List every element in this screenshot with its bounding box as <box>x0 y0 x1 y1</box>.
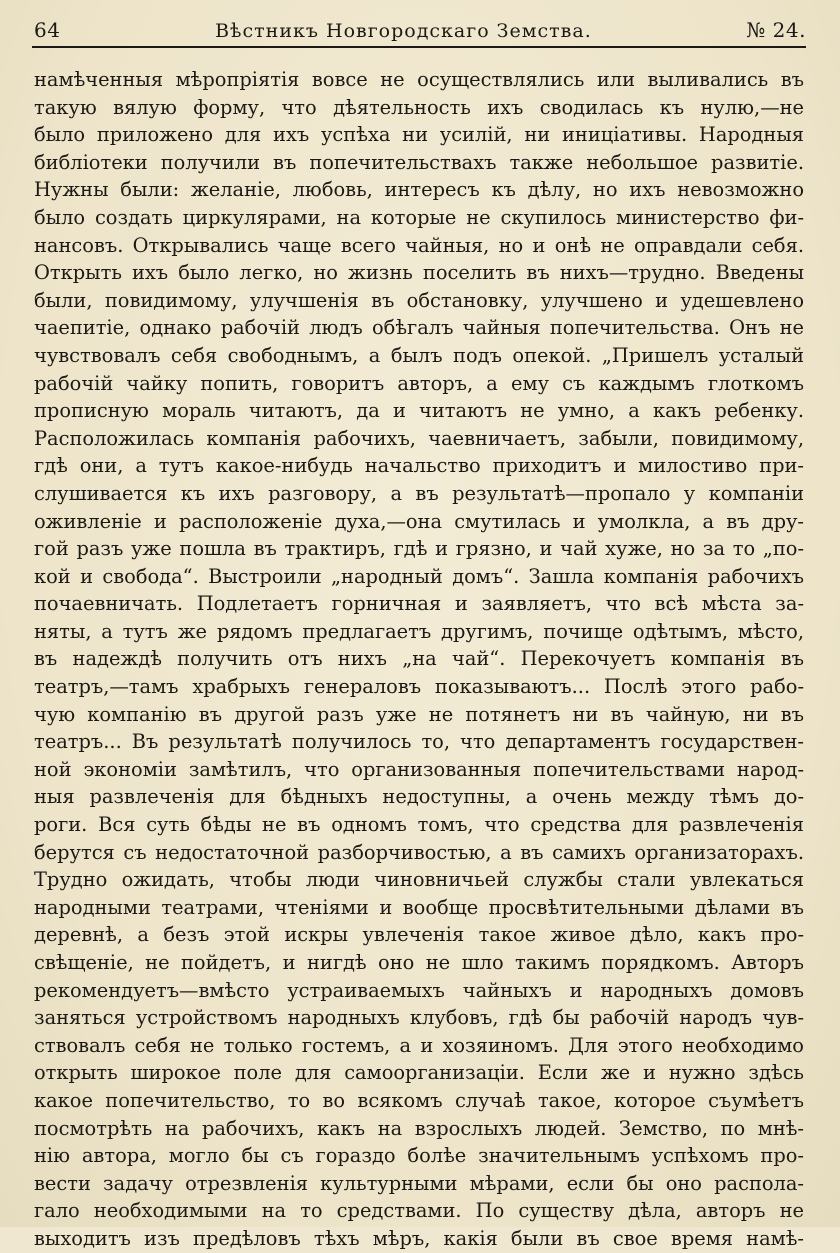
text-line: гало необходимыми на то средствами. По существу дѣла, авторъ не <box>34 1199 804 1223</box>
text-line: Трудно ожидать, чтобы люди чиновничьей службы стали увлекаться <box>34 868 804 892</box>
header-rule <box>32 46 806 48</box>
text-line: театръ... Въ результатѣ получилось то, что департаментъ государствен- <box>34 730 804 754</box>
text-line: нансовъ. Открывались чаще всего чайныя, но и онѣ не оправдали себя. <box>34 233 804 257</box>
text-line: свѣщеніе, не пойдетъ, и нигдѣ оно не шло такимъ порядкомъ. Авторъ <box>34 951 804 974</box>
text-line: кой и свобода“. Выстроили „народный домъ“. Зашла компанія рабочихъ <box>34 564 804 588</box>
text-line: народными театрами, чтеніями и вообще просвѣтительными дѣлами въ <box>34 895 804 919</box>
text-line: были, повидимому, улучшенія въ обстановку, улучшено и удешевлено <box>34 288 804 312</box>
text-line: было создать циркулярами, на которые не скупилось министерство фи- <box>34 205 804 229</box>
text-line: чувствовалъ себя свободнымъ, а былъ подъ опекой. „Пришелъ усталый <box>34 343 804 367</box>
text-line: рабочій чайку попить, говоритъ авторъ, а ему съ каждымъ глоткомъ <box>34 371 804 395</box>
text-line: намѣченныя мѣропріятія вовсе не осуществлялись или выливались въ <box>34 68 804 91</box>
text-line: ной экономіи замѣтилъ, что организованныя попечительствами народ- <box>34 757 804 781</box>
text-line: Нужны были: желаніе, любовь, интересъ къ дѣлу, но ихъ невозможно <box>34 178 804 202</box>
text-line: нію автора, могло бы съ гораздо болѣе значительнымъ успѣхомъ про- <box>34 1144 804 1168</box>
text-line: посмотрѣть на рабочихъ, какъ на взрослыхъ людей. Земство, по мнѣ- <box>34 1116 804 1140</box>
text-line: чаепитіе, однако рабочій людъ обѣгалъ чайныя попечительства. Онъ не <box>34 316 804 340</box>
text-line: въ надеждѣ получить отъ нихъ „на чай“. Перекочуетъ компанія въ <box>34 647 804 671</box>
text-line: библіотеки получили въ попечительствахъ также небольшое развитіе. <box>34 150 804 174</box>
text-line: рекомендуетъ—вмѣсто устраиваемыхъ чайныхъ и народныхъ домовъ <box>34 978 804 1002</box>
text-line: театръ,—тамъ храбрыхъ генераловъ показываютъ... Послѣ этого рабо- <box>34 675 804 699</box>
text-line: оживленіе и расположеніе духа,—она смутилась и умолкла, а въ дру- <box>34 509 804 533</box>
text-line: было приложено для ихъ успѣха ни усилій, ни иниціативы. Народныя <box>34 123 804 147</box>
text-line: слушивается къ ихъ разговору, а въ результатѣ—пропало у компаніи <box>34 481 804 505</box>
page-number: 64 <box>34 18 61 42</box>
text-line: вести задачу отрезвленія культурными мѣрами, если бы оно распола- <box>34 1171 804 1195</box>
text-line: гдѣ они, а тутъ какое-нибудь начальство приходитъ и милостиво при- <box>34 454 804 478</box>
text-line: ныя развлеченія для бѣдныхъ недоступны, а очень между тѣмъ до- <box>34 785 804 809</box>
issue-number: № 24. <box>746 18 806 42</box>
text-line: гой разъ уже пошла въ трактиръ, гдѣ и грязно, и чай хуже, но за то „по- <box>34 537 804 561</box>
text-line: берутся съ недостаточной разборчивостью, а въ самихъ организаторахъ. <box>34 840 804 864</box>
running-head <box>34 18 806 48</box>
text-line: почаевничать. Подлетаетъ горничная и заявляетъ, что всѣ мѣста за- <box>34 592 804 616</box>
text-line: какое попечительство, то во всякомъ случаѣ такое, которое съумѣетъ <box>34 1088 804 1112</box>
body-text <box>34 66 804 1253</box>
text-line: выходитъ изъ предѣловъ тѣхъ мѣръ, какія были въ свое время намѣ- <box>34 1226 804 1250</box>
text-line: Расположилась компанія рабочихъ, чаевничаетъ, забыли, повидимому, <box>34 426 804 450</box>
text-line: Открыть ихъ было легко, но жизнь поселить въ нихъ—трудно. Введены <box>34 261 804 285</box>
text-line: деревнѣ, а безъ этой искры увлеченія такое живое дѣло, какъ про- <box>34 923 804 947</box>
journal-title: Вѣстникъ Новгородскаго Земства. <box>215 20 592 42</box>
text-line: такую вялую форму, что дѣятельность ихъ сводилась къ нулю,—не <box>34 95 804 119</box>
text-line: роги. Вся суть бѣды не въ одномъ томъ, что средства для развлеченія <box>34 813 804 837</box>
text-line: заняться устройствомъ народныхъ клубовъ, гдѣ бы рабочій народъ чув- <box>34 1006 804 1030</box>
text-line: прописную мораль читаютъ, да и читаютъ не умно, а какъ ребенку. <box>34 399 804 423</box>
text-line: няты, а тутъ же рядомъ предлагаетъ другимъ, почище одѣтымъ, мѣсто, <box>34 619 804 643</box>
text-line: ствовалъ себя не только гостемъ, а и хозяиномъ. Для этого необходимо <box>34 1033 804 1057</box>
text-line: чую компанію въ другой разъ уже не потянетъ ни въ чайную, ни въ <box>34 702 804 726</box>
text-line: открыть широкое поле для самоорганизаціи. Если же и нужно здѣсь <box>34 1061 804 1085</box>
